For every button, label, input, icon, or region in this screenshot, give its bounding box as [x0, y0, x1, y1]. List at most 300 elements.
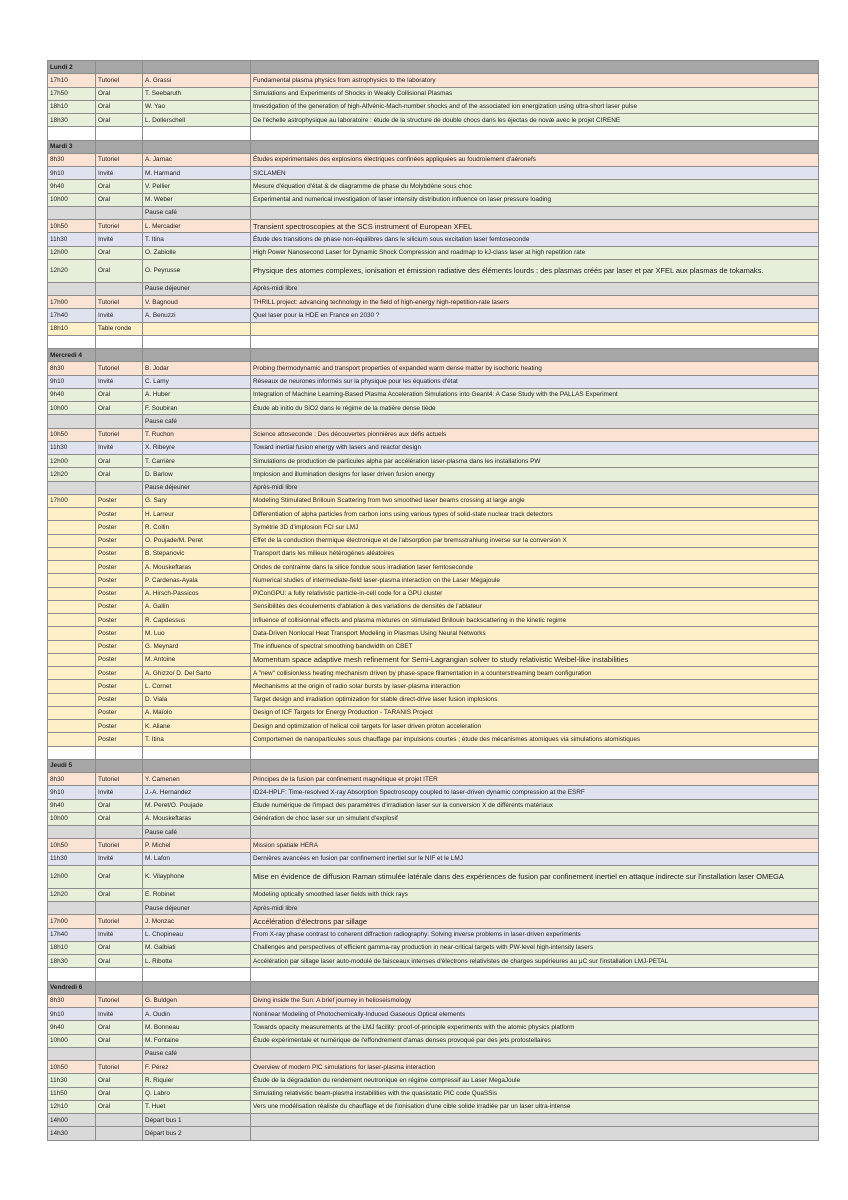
type-cell: Oral	[96, 100, 143, 113]
type-cell: Poster	[96, 521, 143, 534]
speaker-cell: Pause déjeuner	[143, 902, 251, 915]
type-cell: Poster	[96, 627, 143, 640]
speaker-cell: O. Poujade/M. Peret	[143, 534, 251, 547]
time-cell	[48, 206, 96, 219]
time-cell	[48, 600, 96, 613]
session-row	[48, 322, 819, 335]
empty-cell	[251, 759, 819, 772]
title-cell	[251, 206, 819, 219]
session-row	[48, 706, 819, 719]
session-row	[48, 994, 819, 1007]
session-row	[48, 441, 819, 454]
title-cell: Ondes de contrainte dans la silice fondue sous irradiation laser femtoseconde	[251, 561, 819, 574]
time-cell	[48, 733, 96, 746]
speaker-cell: A. Jarnac	[143, 153, 251, 166]
title-cell: Génération de choc laser sur un simulant d'explosif	[251, 812, 819, 825]
time-cell: 17h40	[48, 309, 96, 322]
time-cell: 11h50	[48, 1087, 96, 1100]
speaker-cell: K. Aliane	[143, 720, 251, 733]
session-row	[48, 455, 819, 468]
session-row	[48, 773, 819, 786]
session-row	[48, 1087, 819, 1100]
session-row	[48, 1127, 819, 1140]
type-cell	[96, 206, 143, 219]
empty-cell	[96, 61, 143, 74]
session-row	[48, 206, 819, 219]
time-cell: 14h00	[48, 1114, 96, 1127]
title-cell: Effet de la conduction thermique électronique et de l'absorption par bremsstrahlung inverse sur la conversion X	[251, 534, 819, 547]
time-cell: 10h00	[48, 193, 96, 206]
title-cell: Symétrie 3D d'implosion FCI sur LMJ	[251, 521, 819, 534]
type-cell: Oral	[96, 888, 143, 901]
time-cell: 11h30	[48, 441, 96, 454]
type-cell: Poster	[96, 640, 143, 653]
title-cell: Challenges and perspectives of efficient gamma-ray production in near-critical targets with PW-level high-intensity lasers	[251, 941, 819, 954]
title-cell: Influence of collisionnal effects and plasma mixtures on stimulated Brillouin backscattering in the kinetic regime	[251, 614, 819, 627]
empty-cell	[96, 759, 143, 772]
speaker-cell	[143, 127, 251, 140]
session-row	[48, 888, 819, 901]
time-cell: 12h10	[48, 1100, 96, 1113]
title-cell: Target design and irradiation optimization for stable direct-drive laser fusion implosions	[251, 693, 819, 706]
time-cell: 18h10	[48, 100, 96, 113]
session-row	[48, 388, 819, 401]
session-row	[48, 1074, 819, 1087]
time-cell: 9h10	[48, 167, 96, 180]
time-cell	[48, 521, 96, 534]
type-cell: Tutoriel	[96, 153, 143, 166]
type-cell: Invité	[96, 928, 143, 941]
type-cell	[96, 826, 143, 839]
empty-cell	[143, 140, 251, 153]
speaker-cell: V. Bagnoud	[143, 296, 251, 309]
type-cell: Poster	[96, 534, 143, 547]
session-row	[48, 180, 819, 193]
session-row	[48, 100, 819, 113]
session-row	[48, 153, 819, 166]
type-cell	[96, 902, 143, 915]
speaker-cell: T. Ruchon	[143, 428, 251, 441]
title-cell: Nonlinear Modeling of Photochemically-Induced Gaseous Optical elements	[251, 1008, 819, 1021]
speaker-cell: E. Robinet	[143, 888, 251, 901]
speaker-cell: O. Peyrusse	[143, 259, 251, 282]
speaker-cell: K. Vilayphone	[143, 865, 251, 888]
type-cell: Poster	[96, 680, 143, 693]
time-cell: 9h40	[48, 1021, 96, 1034]
title-cell	[251, 127, 819, 140]
session-row	[48, 667, 819, 680]
time-cell	[48, 826, 96, 839]
time-cell	[48, 574, 96, 587]
type-cell: Poster	[96, 693, 143, 706]
title-cell: Probing thermodynamic and transport properties of expanded warm dense matter by isochoric heating	[251, 362, 819, 375]
title-cell: Études expérimentales des explosions électriques confinées appliquées au foudroiement d'aéronefs	[251, 153, 819, 166]
title-cell: Vers une modélisation réaliste du chauffage et de l'ionisation d'une cible solide irradiée par un laser ultra-intense	[251, 1100, 819, 1113]
speaker-cell	[143, 335, 251, 348]
time-cell	[48, 968, 96, 981]
speaker-cell: Pause café	[143, 826, 251, 839]
title-cell: Étude des transitions de phase non-équilibres dans le silicium sous excitation laser femtoseconde	[251, 233, 819, 246]
time-cell: 8h30	[48, 773, 96, 786]
session-row	[48, 494, 819, 507]
day-label: Mercredi 4	[48, 349, 96, 362]
day-header-row	[48, 140, 819, 153]
speaker-cell: M. Weber	[143, 193, 251, 206]
day-header-row	[48, 759, 819, 772]
type-cell: Tutoriel	[96, 428, 143, 441]
type-cell: Oral	[96, 799, 143, 812]
type-cell: Poster	[96, 508, 143, 521]
session-row	[48, 415, 819, 428]
time-cell	[48, 693, 96, 706]
speaker-cell: Pause café	[143, 415, 251, 428]
time-cell: 12h20	[48, 468, 96, 481]
title-cell: Comportemen de nanoparticules sous chauffage par impulsions courtes ; étude des mécanismes atomiques via simulations atomistiques	[251, 733, 819, 746]
type-cell: Invité	[96, 309, 143, 322]
title-cell: Quel laser pour la HDE en France en 2030 ?	[251, 309, 819, 322]
session-row	[48, 74, 819, 87]
title-cell: Transport dans les milieux hétérogènes aléatoires	[251, 547, 819, 560]
title-cell: Étude de la dégradation du rendement neutronique en régime compressif au Laser MegaJoule	[251, 1074, 819, 1087]
time-cell: 18h30	[48, 955, 96, 968]
time-cell: 17h00	[48, 915, 96, 928]
speaker-cell: B. Jodar	[143, 362, 251, 375]
session-row	[48, 1061, 819, 1074]
time-cell	[48, 746, 96, 759]
empty-cell	[96, 349, 143, 362]
type-cell	[96, 1114, 143, 1127]
spacer-row	[48, 968, 819, 981]
session-row	[48, 1100, 819, 1113]
time-cell: 17h10	[48, 74, 96, 87]
empty-cell	[143, 981, 251, 994]
time-cell: 12h00	[48, 865, 96, 888]
time-cell: 9h10	[48, 1008, 96, 1021]
session-row	[48, 534, 819, 547]
title-cell: ID24-HPLF: Time-resolved X-ray Absorption Spectroscopy coupled to laser-driven dynamic compression at the ESRF	[251, 786, 819, 799]
type-cell: Poster	[96, 600, 143, 613]
title-cell	[251, 1127, 819, 1140]
type-cell: Oral	[96, 1100, 143, 1113]
type-cell: Poster	[96, 733, 143, 746]
title-cell: Mechanisms at the origin of radio solar bursts by laser-plasma interaction	[251, 680, 819, 693]
title-cell: PIConGPU: a fully relativistic particle-in-cell code for a GPU cluster	[251, 587, 819, 600]
speaker-cell: A. Maïolo	[143, 706, 251, 719]
speaker-cell: B. Stepanovic	[143, 547, 251, 560]
speaker-cell: R. Collin	[143, 521, 251, 534]
session-row	[48, 547, 819, 560]
speaker-cell: F. Soubiran	[143, 402, 251, 415]
type-cell: Tutoriel	[96, 839, 143, 852]
title-cell: Investigation of the generation of high-Alfvénic-Mach-number shocks and of the associated ion energization using ultra-short laser pulse	[251, 100, 819, 113]
title-cell: Science attoseconde : Des découvertes pionnières aux défis actuels	[251, 428, 819, 441]
title-cell: SICLAMEN	[251, 167, 819, 180]
speaker-cell: A. Oudin	[143, 1008, 251, 1021]
session-row	[48, 233, 819, 246]
type-cell: Oral	[96, 259, 143, 282]
session-row	[48, 614, 819, 627]
type-cell: Poster	[96, 547, 143, 560]
speaker-cell: M. Fontaine	[143, 1034, 251, 1047]
speaker-cell: V. Pellier	[143, 180, 251, 193]
type-cell: Poster	[96, 667, 143, 680]
title-cell: Experimental and numerical investigation of laser intensity distribution influence on laser pressure loading	[251, 193, 819, 206]
speaker-cell: Départ bus 1	[143, 1114, 251, 1127]
time-cell: 10h50	[48, 839, 96, 852]
time-cell	[48, 547, 96, 560]
session-row	[48, 812, 819, 825]
session-row	[48, 733, 819, 746]
type-cell: Oral	[96, 1087, 143, 1100]
speaker-cell: T. Itina	[143, 733, 251, 746]
title-cell: Physique des atomes complexes, ionisation et émission radiative des éléments lourds : des plasmas créés par laser et par XFEL aux plasmas de tokamaks.	[251, 259, 819, 282]
speaker-cell: Pause café	[143, 206, 251, 219]
type-cell: Poster	[96, 561, 143, 574]
session-row	[48, 915, 819, 928]
session-row	[48, 362, 819, 375]
speaker-cell: A. Mouskeftaras	[143, 812, 251, 825]
empty-cell	[96, 981, 143, 994]
day-label: Mardi 3	[48, 140, 96, 153]
title-cell: From X-ray phase contrast to coherent diffraction radiography: Solving inverse problems in laser-driven experiments	[251, 928, 819, 941]
type-cell: Tutoriel	[96, 994, 143, 1007]
type-cell: Oral	[96, 180, 143, 193]
type-cell: Oral	[96, 388, 143, 401]
speaker-cell: H. Larreur	[143, 508, 251, 521]
schedule-table	[47, 60, 819, 1141]
title-cell: Simulations de production de particules alpha par accélération laser-plasma dans les installations PW	[251, 455, 819, 468]
speaker-cell: J.-A. Hernandez	[143, 786, 251, 799]
session-row	[48, 259, 819, 282]
time-cell	[48, 627, 96, 640]
time-cell: 11h30	[48, 852, 96, 865]
title-cell: Principes de la fusion par confinement magnétique et projet ITER	[251, 773, 819, 786]
type-cell: Tutoriel	[96, 1061, 143, 1074]
session-row	[48, 587, 819, 600]
time-cell	[48, 282, 96, 295]
session-row	[48, 720, 819, 733]
title-cell: High Power Nanosecond Laser for Dynamic Shock Compression and roadmap to kJ-class laser at high repetition rate	[251, 246, 819, 259]
title-cell: Numerical studies of intermediate-field laser-plasma interaction on the Laser Mégajoule	[251, 574, 819, 587]
spacer-row	[48, 746, 819, 759]
type-cell: Oral	[96, 955, 143, 968]
session-row	[48, 282, 819, 295]
type-cell: Tutoriel	[96, 915, 143, 928]
empty-cell	[251, 349, 819, 362]
session-row	[48, 955, 819, 968]
session-row	[48, 1047, 819, 1060]
empty-cell	[251, 981, 819, 994]
speaker-cell: M. Peret/O. Poujade	[143, 799, 251, 812]
session-row	[48, 1021, 819, 1034]
title-cell: Design and optimization of helical coil targets for laser driven proton acceleration	[251, 720, 819, 733]
session-row	[48, 574, 819, 587]
session-row	[48, 941, 819, 954]
type-cell	[96, 481, 143, 494]
session-row	[48, 193, 819, 206]
type-cell: Poster	[96, 574, 143, 587]
time-cell	[48, 667, 96, 680]
title-cell: Étude expérimentale et numérique de l'effondrement d'amas denses provoqué par des jets protostellaires	[251, 1034, 819, 1047]
speaker-cell: M. Luo	[143, 627, 251, 640]
session-row	[48, 653, 819, 666]
time-cell: 9h10	[48, 786, 96, 799]
speaker-cell: M. Harmand	[143, 167, 251, 180]
speaker-cell: Départ bus 2	[143, 1127, 251, 1140]
speaker-cell: Y. Camenen	[143, 773, 251, 786]
title-cell: Accélération par sillage laser auto-modulé de faisceaux intenses d'électrons relativistes de charges supérieures au μC sur l'installation LMJ-PETAL	[251, 955, 819, 968]
type-cell	[96, 968, 143, 981]
session-row	[48, 246, 819, 259]
type-cell: Tutoriel	[96, 362, 143, 375]
type-cell	[96, 1127, 143, 1140]
type-cell: Oral	[96, 1021, 143, 1034]
title-cell	[251, 415, 819, 428]
title-cell: The influence of spectral smoothing bandwidth on CBET	[251, 640, 819, 653]
speaker-cell	[143, 322, 251, 335]
empty-cell	[251, 61, 819, 74]
speaker-cell: A. Grassi	[143, 74, 251, 87]
empty-cell	[96, 140, 143, 153]
time-cell: 9h40	[48, 180, 96, 193]
time-cell: 10h00	[48, 402, 96, 415]
session-row	[48, 627, 819, 640]
session-row	[48, 296, 819, 309]
time-cell: 17h40	[48, 928, 96, 941]
day-header-row	[48, 61, 819, 74]
session-row	[48, 561, 819, 574]
title-cell	[251, 826, 819, 839]
empty-cell	[251, 140, 819, 153]
time-cell: 17h00	[48, 494, 96, 507]
session-row	[48, 402, 819, 415]
speaker-cell: M. Bonneau	[143, 1021, 251, 1034]
session-row	[48, 852, 819, 865]
type-cell: Poster	[96, 494, 143, 507]
speaker-cell: Q. Labro	[143, 1087, 251, 1100]
time-cell: 8h30	[48, 153, 96, 166]
speaker-cell: Pause déjeuner	[143, 282, 251, 295]
session-row	[48, 309, 819, 322]
title-cell: Transient spectroscopies at the SCS instrument of European XFEL	[251, 220, 819, 233]
day-header-row	[48, 981, 819, 994]
type-cell: Oral	[96, 865, 143, 888]
type-cell: Oral	[96, 941, 143, 954]
time-cell: 10h50	[48, 428, 96, 441]
title-cell: Mise en évidence de diffusion Raman stimulée latérale dans des expériences de fusion par confinement inertiel en attaque indirecte sur l'installation laser OMEGA	[251, 865, 819, 888]
session-row	[48, 786, 819, 799]
session-row	[48, 839, 819, 852]
type-cell: Invité	[96, 786, 143, 799]
speaker-cell: R. Capdessus	[143, 614, 251, 627]
time-cell: 11h30	[48, 233, 96, 246]
title-cell: Modeling Stimulated Brillouin Scattering from two smoothed laser beams crossing at large angle	[251, 494, 819, 507]
speaker-cell	[143, 968, 251, 981]
time-cell: 17h00	[48, 296, 96, 309]
time-cell: 10h00	[48, 812, 96, 825]
time-cell	[48, 680, 96, 693]
session-row	[48, 167, 819, 180]
type-cell	[96, 746, 143, 759]
type-cell: Invité	[96, 375, 143, 388]
type-cell	[96, 282, 143, 295]
spacer-row	[48, 127, 819, 140]
title-cell: Après-midi libre	[251, 481, 819, 494]
title-cell: Implosion and illumination designs for laser driven fusion energy	[251, 468, 819, 481]
time-cell	[48, 587, 96, 600]
speaker-cell: P. Michel	[143, 839, 251, 852]
title-cell: Differentiation of alpha particles from carbon ions using various types of solid-state nuclear track detectors	[251, 508, 819, 521]
type-cell: Oral	[96, 455, 143, 468]
type-cell: Oral	[96, 402, 143, 415]
day-header-row	[48, 349, 819, 362]
title-cell: Simulations and Experiments of Shocks in Weakly Collisional Plasmas	[251, 87, 819, 100]
type-cell: Invité	[96, 1008, 143, 1021]
speaker-cell: D. Viala	[143, 693, 251, 706]
type-cell: Tutoriel	[96, 296, 143, 309]
speaker-cell: R. Riquier	[143, 1074, 251, 1087]
time-cell	[48, 1047, 96, 1060]
title-cell: Design of ICF Targets for Energy Production - TARANIS Project	[251, 706, 819, 719]
title-cell: Dernières avancées en fusion par confinement inertiel sur le NIF et le LMJ	[251, 852, 819, 865]
empty-cell	[143, 759, 251, 772]
spacer-row	[48, 335, 819, 348]
time-cell: 18h10	[48, 941, 96, 954]
title-cell: Fundamental plasma physics from astrophysics to the laboratory	[251, 74, 819, 87]
speaker-cell: L. Cornet	[143, 680, 251, 693]
speaker-cell: L. Mercadier	[143, 220, 251, 233]
title-cell	[251, 322, 819, 335]
time-cell	[48, 508, 96, 521]
title-cell	[251, 1114, 819, 1127]
type-cell: Tutoriel	[96, 220, 143, 233]
session-row	[48, 87, 819, 100]
speaker-cell: T. Carrière	[143, 455, 251, 468]
title-cell: Mission spatiale HERA	[251, 839, 819, 852]
title-cell: Momentum space adaptive mesh refinement for Semi-Lagrangian solver to study relativistic Weibel-like instabilities	[251, 653, 819, 666]
type-cell: Oral	[96, 246, 143, 259]
type-cell: Poster	[96, 706, 143, 719]
time-cell: 14h30	[48, 1127, 96, 1140]
empty-cell	[143, 349, 251, 362]
time-cell: 12h00	[48, 455, 96, 468]
session-row	[48, 428, 819, 441]
speaker-cell: W. Yao	[143, 100, 251, 113]
session-row	[48, 521, 819, 534]
title-cell: THRILL project: advancing technology in the field of high-energy high-repetition-rate lasers	[251, 296, 819, 309]
time-cell: 11h30	[48, 1074, 96, 1087]
type-cell: Tutoriel	[96, 773, 143, 786]
time-cell	[48, 481, 96, 494]
session-row	[48, 826, 819, 839]
speaker-cell: Pause déjeuner	[143, 481, 251, 494]
speaker-cell: T. Itina	[143, 233, 251, 246]
time-cell: 8h30	[48, 994, 96, 1007]
title-cell: Réseaux de neurones informés sur la physique pour les équations d'état	[251, 375, 819, 388]
time-cell	[48, 561, 96, 574]
type-cell: Invité	[96, 167, 143, 180]
time-cell: 17h50	[48, 87, 96, 100]
title-cell: Après-midi libre	[251, 282, 819, 295]
title-cell: Sensibilités des écoulements d'ablation à des variations de densités de l'ablateur	[251, 600, 819, 613]
title-cell: Accélération d'électrons par sillage	[251, 915, 819, 928]
type-cell: Oral	[96, 87, 143, 100]
time-cell	[48, 335, 96, 348]
type-cell: Oral	[96, 468, 143, 481]
type-cell: Oral	[96, 1034, 143, 1047]
speaker-cell: A. Hirsch-Passicos	[143, 587, 251, 600]
time-cell	[48, 640, 96, 653]
